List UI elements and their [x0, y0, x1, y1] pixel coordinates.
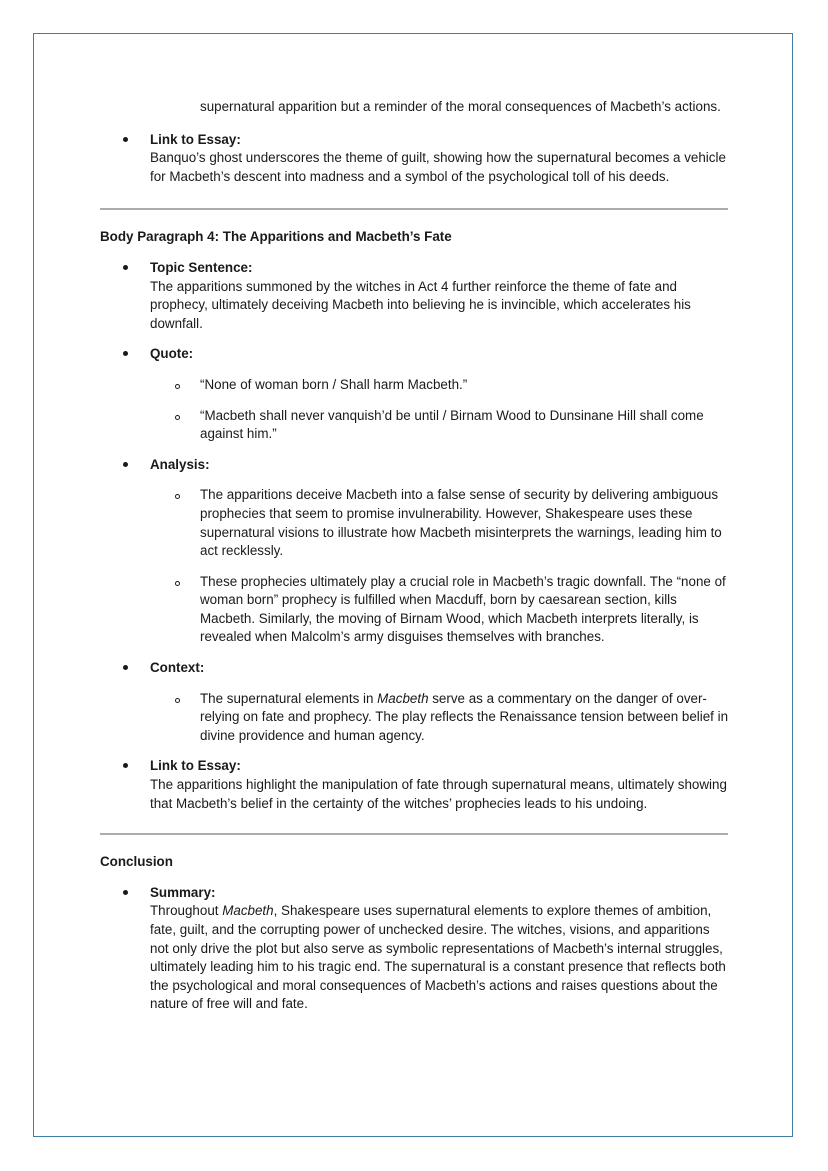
quote-label: Quote: [150, 346, 194, 362]
summary-text: Throughout Macbeth, Shakespeare uses supernatural elements to explore themes of ambition, fate, guilt, and the corrupting power of unchecked desire. The witches, visions, and apparitions not only drive the plot but also serve as symbolic representations of Macbeth’s internal struggles, ultimately leading him to his tragic end. The supernatural is a constant presence that reflects both the psychological and moral consequences of Macbeth’s actions and raises questions about the nature of free will and fate. [150, 903, 726, 1012]
link-label: Link to Essay: [150, 131, 241, 147]
bullet-icon [123, 665, 128, 670]
bullet-icon [123, 265, 128, 270]
bullet-icon [123, 137, 128, 142]
bullet-link-to-essay-bp3 [150, 131, 730, 187]
circle-bullet-icon [175, 415, 180, 420]
summary-label: Summary: [150, 884, 216, 900]
analysis-continuation: supernatural apparition but a reminder of the moral consequences of Macbeth’s actions. [200, 99, 721, 114]
sub-bullet-context [200, 690, 730, 746]
document-body [100, 98, 730, 1014]
circle-bullet-icon [175, 384, 180, 389]
sub-bullet-quote [200, 407, 730, 444]
context-text: The supernatural elements in Macbeth serve as a commentary on the danger of over-relying on fate and prophecy. The play reflects the Renaissance tension between belief in divine providence and human agency. [200, 690, 729, 743]
quote-text: “None of woman born / Shall harm Macbeth.” [200, 376, 468, 392]
link-text: The apparitions highlight the manipulation of fate through supernatural means, ultimately showing that Macbeth’s belief in the certainty of the witches’ prophecies leads to his undoing. [150, 777, 727, 811]
analysis-text: These prophecies ultimately play a crucial role in Macbeth’s tragic downfall. The “none of woman born” prophecy is fulfilled when Macduff, born by caesarean section, kills Macbeth. Similarly, the moving of Birnam Wood, which Macbeth interprets literally, is revealed when Malcolm’s army disguises themselves with branches. [200, 573, 726, 645]
bullet-icon [123, 462, 128, 467]
link-label: Link to Essay: [150, 758, 241, 774]
context-label: Context: [150, 660, 205, 676]
analysis-label: Analysis: [150, 456, 210, 472]
bullet-icon [123, 763, 128, 768]
section-heading-conclusion: Conclusion [100, 854, 173, 870]
analysis-text: The apparitions deceive Macbeth into a false sense of security by delivering ambiguous prophecies that seem to promise invulnerability. However, Shakespeare uses these supernatural visions to illustrate how Macbeth misinterprets the warnings, leading him to act recklessly. [200, 487, 722, 559]
play-title: Macbeth [377, 690, 429, 706]
bullet-icon [123, 351, 128, 356]
link-text: Banquo’s ghost underscores the theme of guilt, showing how the supernatural becomes a vehicle for Macbeth’s descent into madness and a symbol of the psychological toll of his deeds. [150, 150, 726, 184]
sub-bullet-analysis [200, 573, 730, 647]
circle-bullet-icon [175, 698, 180, 703]
bullet-summary [150, 884, 730, 1014]
bullet-context [150, 659, 730, 678]
bullet-topic-sentence [150, 259, 730, 333]
bullet-icon [123, 890, 128, 895]
sub-bullet-analysis [200, 486, 730, 560]
sub-bullet-quote [200, 376, 730, 395]
bullet-analysis [150, 456, 730, 475]
bullet-link-to-essay-bp4 [150, 757, 730, 813]
circle-bullet-icon [175, 581, 180, 586]
play-title: Macbeth [222, 903, 274, 919]
circle-bullet-icon [175, 494, 180, 499]
bullet-quote [150, 345, 730, 364]
quote-text: “Macbeth shall never vanquish’d be until / Birnam Wood to Dunsinane Hill shall come against him.” [200, 407, 704, 442]
topic-text: The apparitions summoned by the witches in Act 4 further reinforce the theme of fate and prophecy, ultimately deceiving Macbeth into believing he is invincible, which accelerates his downfall. [150, 278, 691, 331]
section-heading-bp4: Body Paragraph 4: The Apparitions and Macbeth’s Fate [100, 229, 452, 245]
topic-label: Topic Sentence: [150, 259, 253, 275]
